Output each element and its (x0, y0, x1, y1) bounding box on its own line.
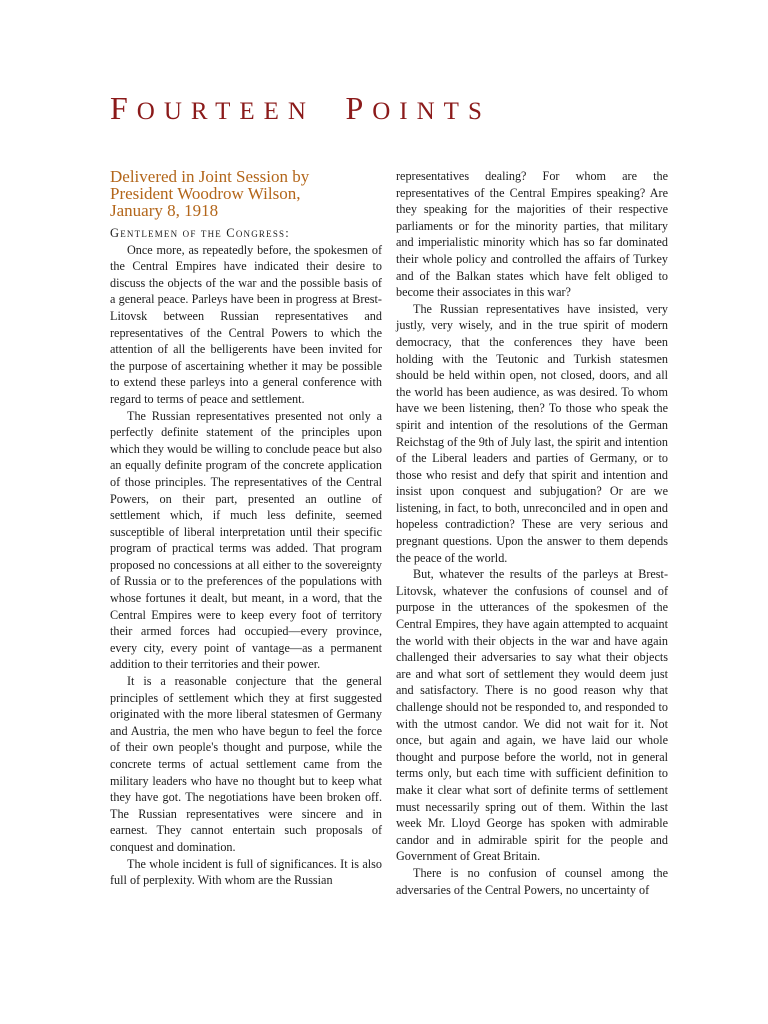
body-paragraph: representatives dealing? For whom are the representatives of the Central Empires speaking? Are they speaking for the majorities of their respective parliaments or for the minority parties, that military and imperialistic minority which has so far dominated their whole policy and controlled the affairs of Turkey and of the Balkan states which have felt obliged to become their associates in this war? (396, 169, 668, 300)
subtitle-line: January 8, 1918 (110, 201, 219, 220)
body-paragraph: There is no confusion of counsel among the adversaries of the Central Powers, no uncertainty of (396, 865, 668, 897)
salutation: Gentlemen of the Congress: (110, 226, 290, 240)
body-paragraph: Once more, as repeatedly before, the spokesmen of the Central Empires have indicated their desire to discuss the objects of the war and the possible basis of a general peace. Parleys have been in progress at Brest-Litovsk between Russian representatives and representatives of the Central Powers to which the attention of all the belligerents have been invited for the purpose of ascertaining whether it may be possible to extend these parleys into a general conference with regard to terms of peace and settlement. (110, 242, 382, 406)
subtitle-line: Delivered in Joint Session by (110, 167, 310, 186)
body-paragraph: It is a reasonable conjecture that the general principles of settlement which they at first suggested originated with the more liberal statesmen of Germany and Austria, the men who have begun to feel the force of their own people's thought and purpose, while the concrete terms of actual settlement came from the military leaders who have no thought but to keep what they have got. The negotiations have been broken off. The Russian representatives were sincere and in earnest. They cannot entertain such proposals of conquest and domination. (110, 674, 382, 854)
right-column (396, 168, 668, 898)
title-word-2: POINTS (345, 90, 491, 126)
body-paragraph: The whole incident is full of significances. It is also full of perplexity. With whom are the Russian (110, 856, 382, 888)
subtitle-line: President Woodrow Wilson, (110, 184, 301, 203)
body-paragraph: The Russian representatives presented not only a perfectly definite statement of the principles upon which they would be willing to conclude peace but also an equally definite program of the concrete application of those principles. The representatives of the Central Powers, on their part, presented an outline of settlement which, if much less definite, seemed susceptible of liberal interpretation until their specific program of practical terms was added. That program proposed no concessions at all either to the sovereignty of Russia or to the preferences of the populations with whose fortunes it dealt, but meant, in a word, that the Central Empires were to keep every foot of territory their armed forces had occupied—every province, every city, every point of vantage—as a permanent addition to their territories and their power. (110, 408, 382, 672)
page-title (110, 92, 491, 124)
left-column (110, 168, 382, 889)
body-paragraph: But, whatever the results of the parleys at Brest-Litovsk, whatever the confusions of counsel and of purpose in the utterances of the spokesmen of the Central Empires, they have again attempted to acquaint the world with their objects in the war and have again challenged their adversaries to say what their objects are and what sort of settlement they would deem just and satisfactory. There is no good reason why that challenge should not be responded to, and responded to with the utmost candor. We did not wait for it. Not once, but again and again, we have laid our whole thought and purpose before the world, not in general terms only, but each time with sufficient definition to make it clear what sort of definite terms of settlement must necessarily spring out of them. Within the last week Mr. Lloyd George has spoken with admirable candor and in admirable spirit for the people and Government of Great Britain. (396, 567, 668, 864)
speech-subtitle (110, 168, 382, 219)
title-word-1: FOURTEEN (110, 90, 315, 126)
body-paragraph: The Russian representatives have insisted, very justly, very wisely, and in the true spirit of modern democracy, that the conferences they have been holding with the Teutonic and Turkish statesmen should be held within open, not closed, doors, and all the world has been audience, as was desired. To whom have we been listening, then? To those who speak the spirit and intention of the resolutions of the German Reichstag of the 9th of July last, the spirit and intention of the Liberal leaders and parties of Germany, or to those who resist and defy that spirit and intention and insist upon conquest and subjugation? Or are we listening, in fact, to both, unreconciled and in open and hopeless contradiction? These are very serious and pregnant questions. Upon the answer to them depends the peace of the world. (396, 301, 668, 565)
